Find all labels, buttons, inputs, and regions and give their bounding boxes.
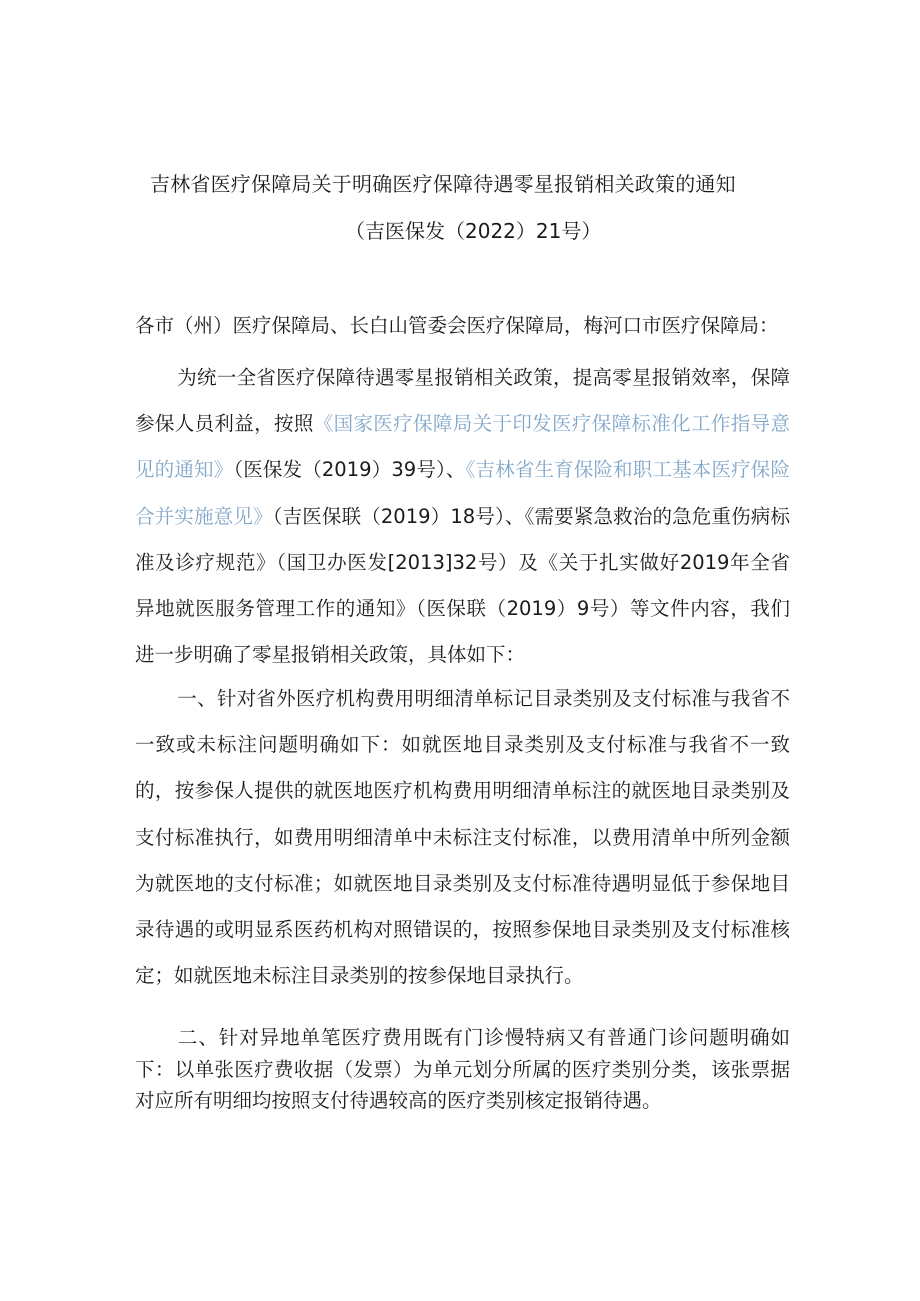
policy-link-jilin[interactable]: 《吉林省生育保险和职工基本医疗保险合并实施意见》 [135, 458, 790, 528]
paragraph-item-one-text: 一、针对省外医疗机构费用明细清单标记目录类别及支付标准与我省不一致或未标注问题明确如下：如就医地目录类别及支付标准与我省不一致的，按参保人提供的就医地医疗机构费用明细清单标注的就医地目录类别及支付标准执行，如费用明细清单中未标注支付标准，以费用清单中所列金额为就医地的支付标准；如就医地目录类别及支付标准待遇明显低于参保地目录待遇的或明显系医药机构对照错误的，按照参保地目录类别及支付标准核定；如就医地未标注目录类别的按参保地目录执行。 [135, 687, 790, 988]
paragraph-intro-text-2: （医保发（2019）39号）、 [233, 458, 466, 482]
paragraph-item-two [135, 1022, 790, 1117]
document-title: 吉林省医疗保障局关于明确医疗保障待遇零星报销相关政策的通知 [150, 172, 736, 196]
policy-link-national[interactable]: 《国家医疗保障局关于印发医疗保障标准化工作指导意见的通知》 [135, 412, 790, 482]
paragraph-item-two-text: 二、针对异地单笔医疗费用既有门诊慢特病又有普通门诊问题明确如下：以单张医疗费收据（发票）为单元划分所属的医疗类别分类，该张票据对应所有明细均按照支付待遇较高的医疗类别核定报销待遇。 [135, 1026, 790, 1112]
paragraph-intro-text-3: （吉医保联（2019）18号）、《需要紧急救治的急危重伤病标准及诊疗规范》（国卫办医发[2013]32号）及《关于扎实做好2019年全省异地就医服务管理工作的通知》（医保联（2019）9号）等文件内容，我们进一步明确了零星报销相关政策，具体如下： [135, 504, 790, 667]
paragraph-intro [135, 355, 790, 678]
paragraph-intro-text-1: 为统一全省医疗保障待遇零星报销相关政策，提高零星报销效率，保障参保人员利益，按照 [135, 366, 790, 436]
paragraph-item-one [135, 676, 790, 999]
document-number: （吉医保发（2022）21号） [345, 219, 602, 243]
salutation: 各市（州）医疗保障局、长白山管委会医疗保障局，梅河口市医疗保障局： [135, 314, 779, 337]
